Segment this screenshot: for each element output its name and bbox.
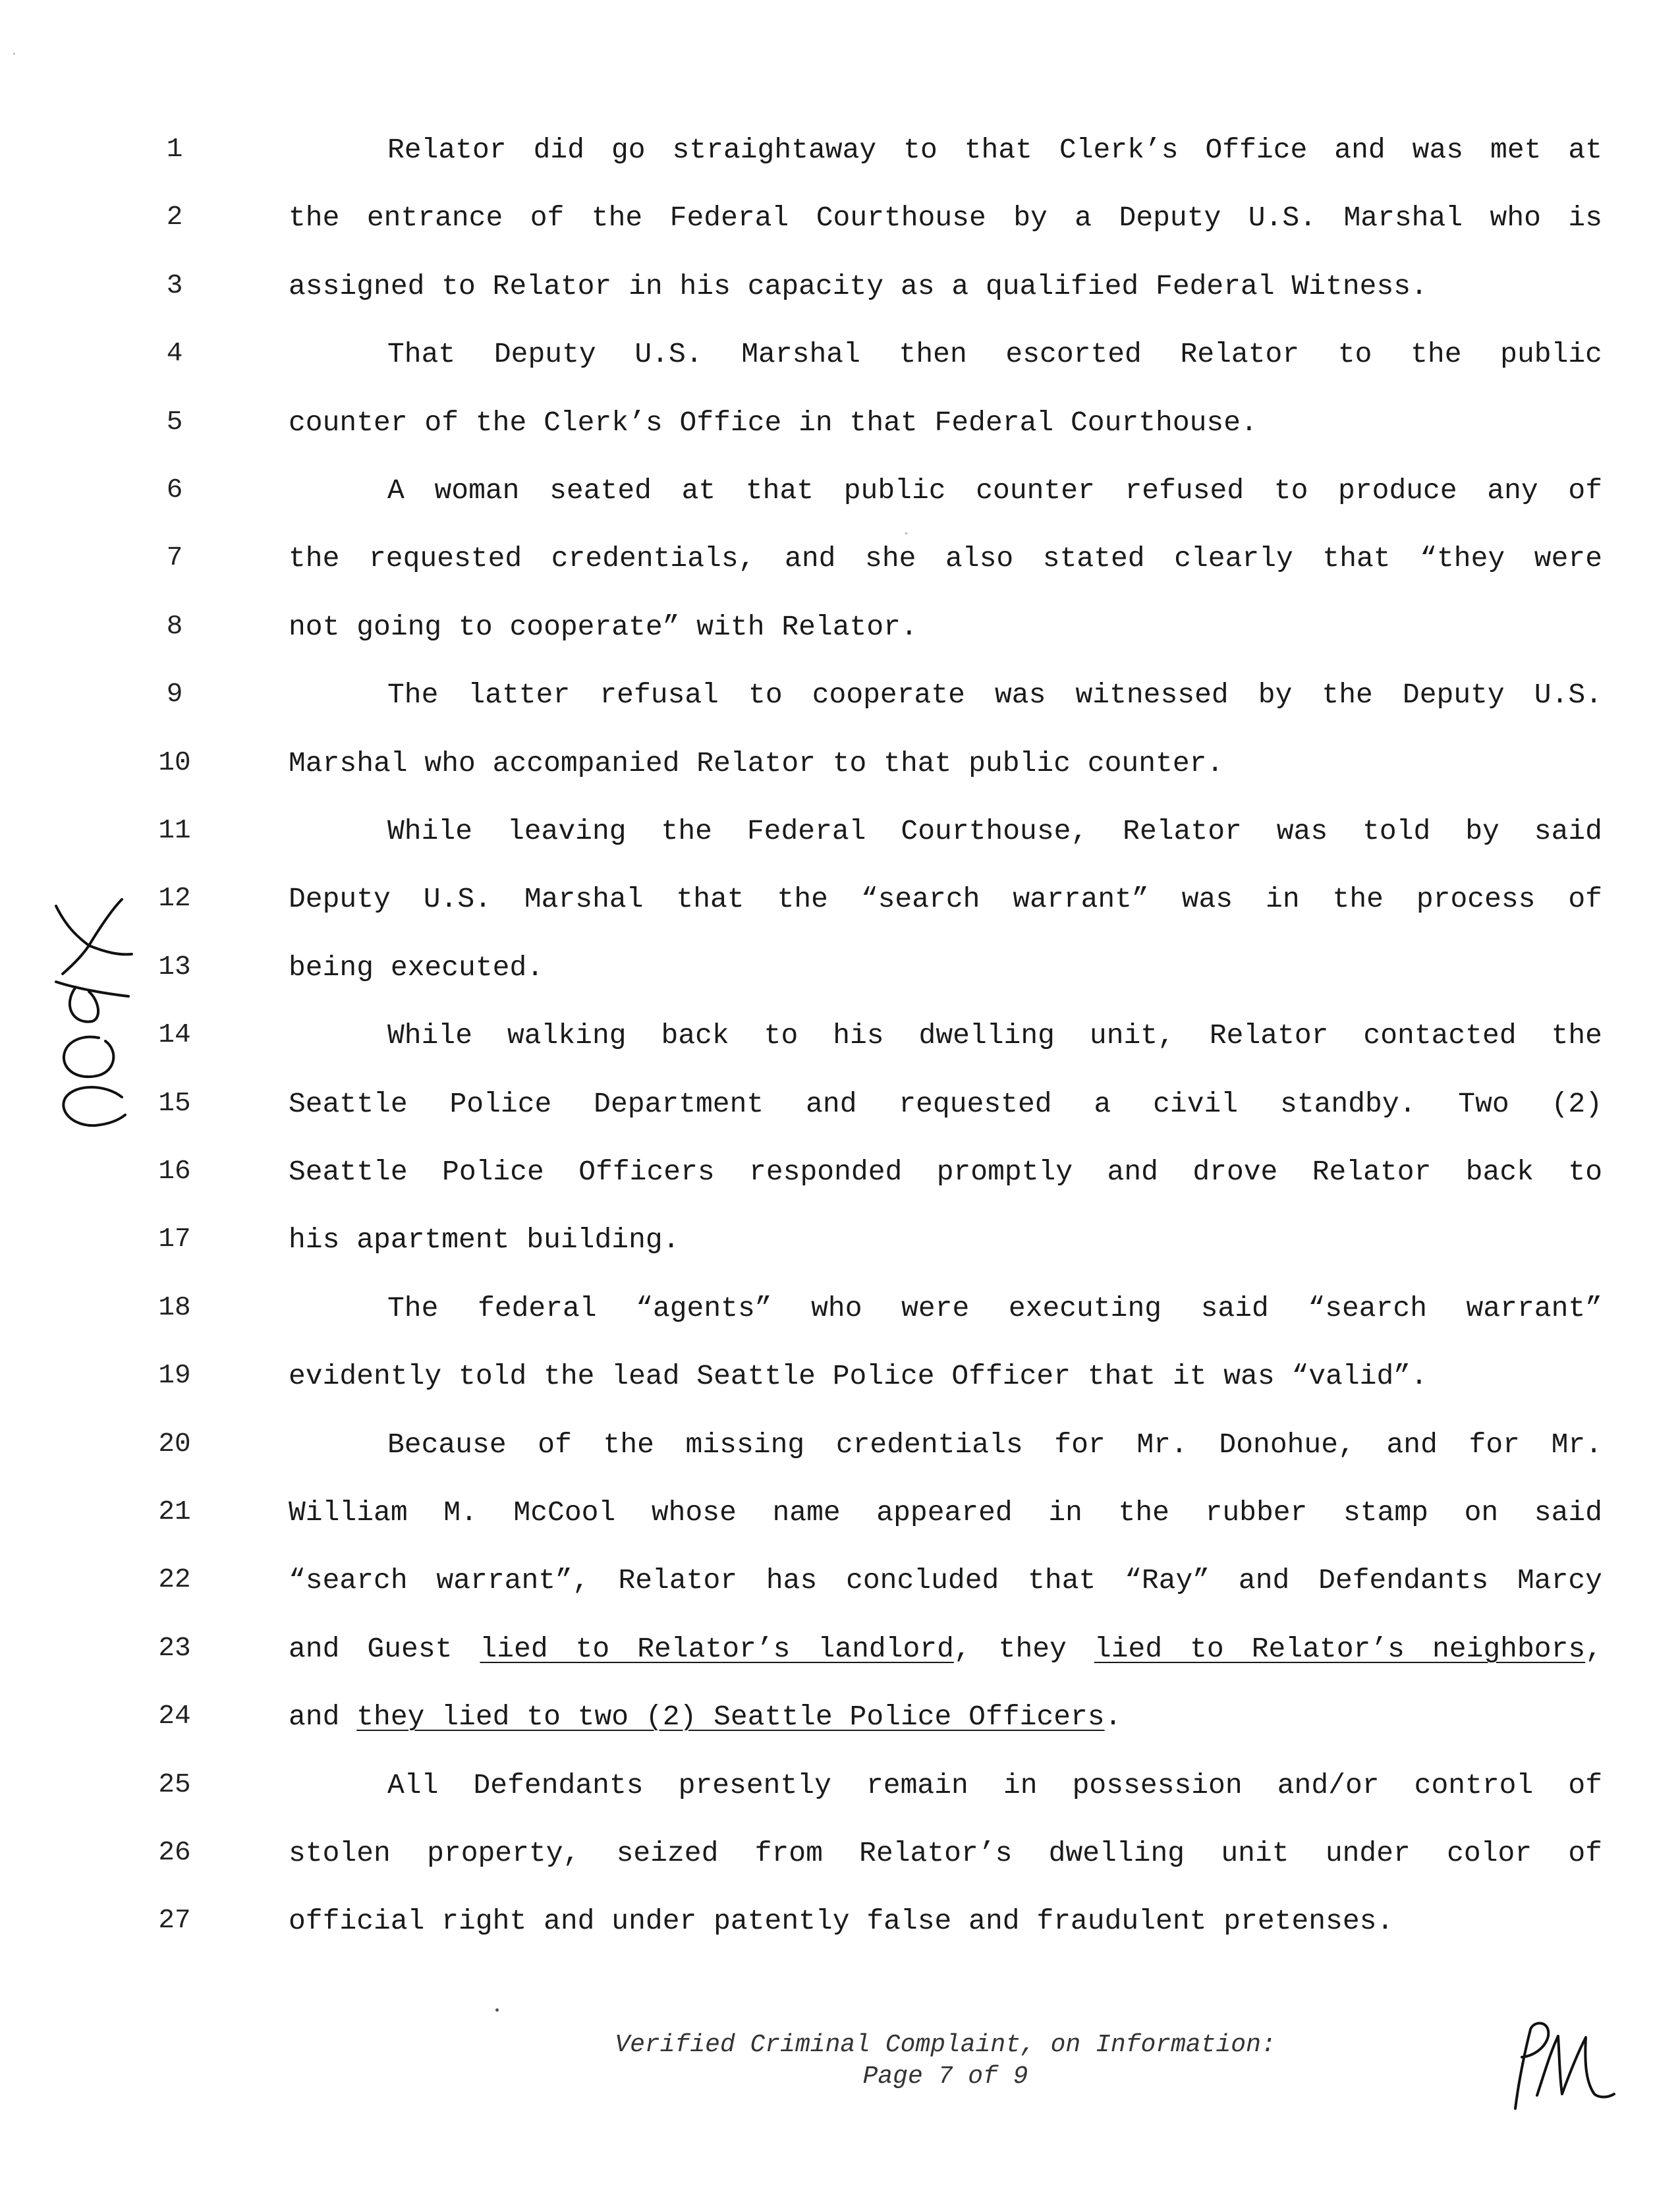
document-text-line — [289, 405, 1602, 441]
document-text-line — [289, 200, 1602, 237]
line-number: 24 — [158, 1701, 191, 1732]
line-number: 20 — [158, 1429, 191, 1459]
line-number: 1 — [166, 134, 183, 165]
text-segment: While leaving the Federal Courthouse, Relator was told by said — [387, 815, 1602, 847]
line-number: 12 — [158, 884, 191, 914]
document-text-line — [387, 677, 1602, 714]
document-text-line — [289, 609, 1602, 646]
text-segment: , — [1585, 1633, 1602, 1665]
text-segment: Marshal who accompanied Relator to that public counter. — [289, 747, 1224, 779]
line-number: 8 — [166, 611, 183, 642]
text-segment: Because of the missing credentials for Mr. Donohue, and for Mr. — [387, 1429, 1602, 1461]
document-footer — [501, 2029, 1390, 2093]
document-text-line — [387, 1427, 1602, 1463]
line-number: 15 — [158, 1089, 191, 1119]
text-segment: That Deputy U.S. Marshal then escorted Relator to the public — [387, 338, 1602, 370]
document-text-line — [387, 336, 1602, 373]
text-segment: the requested credentials, and she also stated clearly that “they were — [289, 542, 1602, 575]
line-number: 23 — [158, 1633, 191, 1664]
document-text-line — [387, 1017, 1602, 1054]
text-segment: A woman seated at that public counter refused to produce any of — [387, 474, 1602, 507]
document-text-line — [289, 1562, 1602, 1599]
text-segment: Deputy U.S. Marshal that the “search warrant” was in the process of — [289, 883, 1602, 915]
text-segment: . — [1104, 1701, 1122, 1733]
line-number: 4 — [166, 339, 183, 369]
line-number: 9 — [166, 679, 183, 710]
line-number: 10 — [158, 748, 191, 778]
text-segment: Relator did go straightaway to that Clerk’s Office and was met at — [387, 134, 1602, 166]
text-segment: not going to cooperate” with Relator. — [289, 611, 918, 643]
text-segment: While walking back to his dwelling unit, Relator contacted the — [387, 1019, 1602, 1052]
scan-speck — [13, 53, 15, 55]
line-number: 3 — [166, 271, 183, 301]
document-text-line — [387, 472, 1602, 509]
text-segment: The federal “agents” who were executing said “search warrant” — [387, 1292, 1602, 1324]
document-text-line — [387, 132, 1602, 169]
text-segment: and Guest — [289, 1633, 480, 1665]
document-text-line — [289, 268, 1602, 305]
document-text-line — [289, 1154, 1602, 1191]
text-segment: and — [289, 1701, 357, 1733]
line-number: 19 — [158, 1361, 191, 1391]
line-number: 21 — [158, 1497, 191, 1527]
line-number: 18 — [158, 1293, 191, 1323]
document-text-line — [289, 1358, 1602, 1395]
line-number: 22 — [158, 1565, 191, 1595]
line-number: 2 — [166, 202, 183, 233]
line-number: 7 — [166, 543, 183, 573]
document-text-line — [289, 1086, 1602, 1123]
text-segment: Seattle Police Officers responded promptly and drove Relator back to — [289, 1156, 1602, 1188]
document-text-line — [387, 813, 1602, 850]
document-text-line — [387, 1767, 1602, 1804]
underlined-text: lied to Relator’s neighbors — [1094, 1633, 1586, 1665]
document-text-line — [289, 745, 1602, 782]
line-number: 5 — [166, 407, 183, 438]
document-text-line — [289, 540, 1602, 577]
line-number: 25 — [158, 1770, 191, 1800]
initials-signature — [1486, 2016, 1617, 2115]
line-number: 14 — [158, 1020, 191, 1050]
scan-speck — [495, 2008, 499, 2012]
copy-handwritten-mark — [36, 883, 135, 1133]
text-segment: official right and under patently false and fraudulent pretenses. — [289, 1905, 1394, 1937]
document-text-line — [289, 949, 1602, 986]
footer-page-number: Page 7 of 9 — [862, 2062, 1028, 2091]
text-segment: , they — [953, 1633, 1094, 1665]
document-text-line — [289, 1699, 1602, 1736]
line-number: 13 — [158, 952, 191, 982]
document-text-line — [387, 1290, 1602, 1327]
text-segment: The latter refusal to cooperate was witnessed by the Deputy U.S. — [387, 679, 1602, 711]
document-text-line — [289, 1222, 1602, 1259]
text-segment: William M. McCool whose name appeared in the rubber stamp on said — [289, 1496, 1602, 1529]
line-number: 17 — [158, 1224, 191, 1255]
underlined-text: lied to Relator’s landlord — [480, 1633, 954, 1665]
text-segment: “search warrant”, Relator has concluded that “Ray” and Defendants Marcy — [289, 1564, 1602, 1597]
underlined-text: they lied to two (2) Seattle Police Officers — [356, 1701, 1105, 1733]
text-segment: Seattle Police Department and requested a civil standby. Two (2) — [289, 1088, 1602, 1120]
document-text-line — [289, 1835, 1602, 1872]
line-number: 16 — [158, 1156, 191, 1187]
text-segment: evidently told the lead Seattle Police Officer that it was “valid”. — [289, 1360, 1428, 1392]
text-segment: the entrance of the Federal Courthouse by a Deputy U.S. Marshal who is — [289, 202, 1602, 234]
line-number: 6 — [166, 475, 183, 505]
line-number: 11 — [158, 816, 191, 846]
document-text-line — [289, 1494, 1602, 1531]
document-text-line — [289, 1631, 1602, 1668]
text-segment: stolen property, seized from Relator’s dwelling unit under color of — [289, 1837, 1602, 1869]
text-segment: All Defendants presently remain in possession and/or control of — [387, 1769, 1602, 1801]
scan-speck — [905, 532, 907, 534]
line-number: 26 — [158, 1838, 191, 1868]
text-segment: assigned to Relator in his capacity as a qualified Federal Witness. — [289, 270, 1428, 302]
footer-document-title: Verified Criminal Complaint, on Information: — [615, 2031, 1276, 2059]
line-number: 27 — [158, 1906, 191, 1936]
text-segment: counter of the Clerk’s Office in that Federal Courthouse. — [289, 407, 1258, 439]
document-text-line — [289, 881, 1602, 918]
text-segment: his apartment building. — [289, 1224, 680, 1256]
text-segment: being executed. — [289, 951, 544, 984]
document-text-line — [289, 1903, 1602, 1940]
